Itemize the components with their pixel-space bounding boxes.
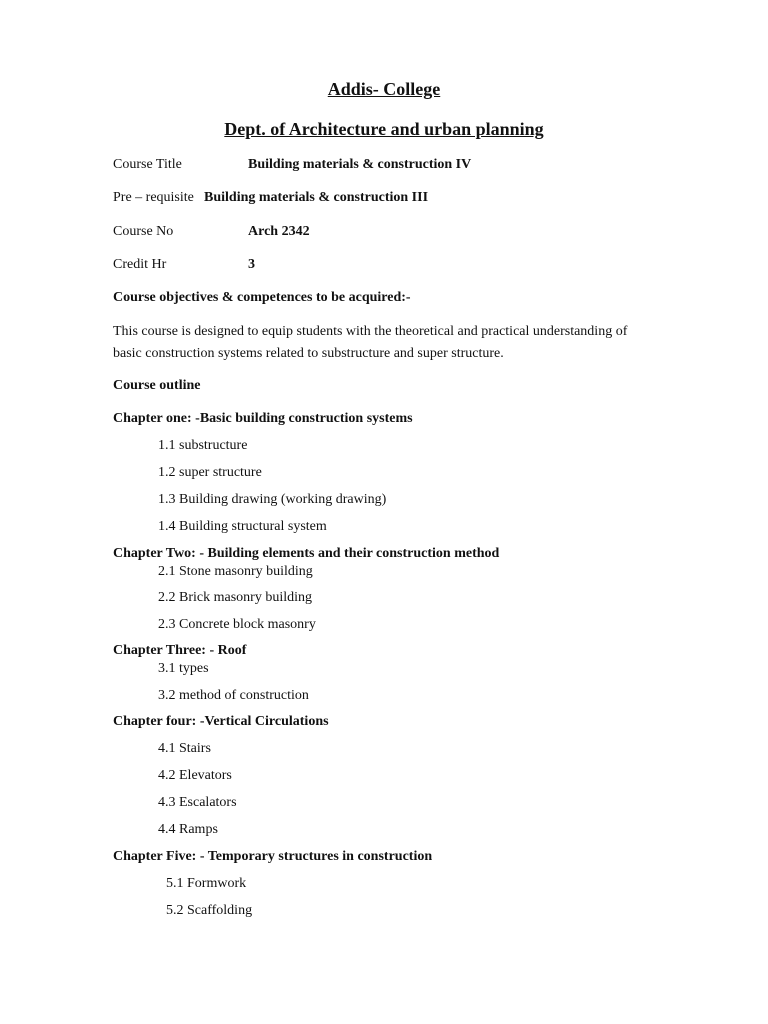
course-title-value: Building materials & construction IV — [248, 157, 472, 172]
prerequisite-value: Building materials & construction III — [204, 190, 429, 205]
department-title: Dept. of Architecture and urban planning — [224, 119, 544, 139]
chapter-item: 1.2 super structure — [158, 465, 262, 480]
chapter-item: 4.2 Elevators — [158, 768, 232, 783]
chapter-item: 2.2 Brick masonry building — [158, 590, 312, 605]
chapter-item: 4.1 Stairs — [158, 741, 211, 756]
college-title: Addis- College — [327, 79, 441, 99]
prerequisite-label: Pre – requisite — [113, 190, 194, 205]
chapter-item: 4.3 Escalators — [158, 795, 237, 810]
chapter-item: 4.4 Ramps — [158, 822, 218, 837]
credit-hr-value: 3 — [248, 257, 255, 272]
course-title-label: Course Title — [113, 157, 182, 172]
chapter-item: 2.3 Concrete block masonry — [158, 617, 316, 632]
chapter-item: 1.3 Building drawing (working drawing) — [158, 492, 387, 507]
objectives-text: This course is designed to equip students with the theoretical and practical understanding of basic construction systems related to substructure and super structure. — [113, 324, 628, 361]
chapter-item: 1.4 Building structural system — [158, 519, 327, 534]
course-no-value: Arch 2342 — [248, 224, 310, 239]
chapter-title: Chapter Two: - Building elements and their construction method — [113, 546, 500, 561]
chapter-title: Chapter one: -Basic building construction systems — [113, 411, 413, 426]
chapter-title: Chapter Three: - Roof — [113, 643, 247, 658]
chapter-item: 3.1 types — [158, 661, 209, 676]
outline-heading: Course outline — [113, 378, 201, 393]
chapter-item: 5.1 Formwork — [166, 876, 247, 891]
objectives-heading: Course objectives & competences to be acquired:- — [113, 290, 411, 305]
chapter-title: Chapter four: -Vertical Circulations — [113, 714, 329, 729]
chapter-item: 1.1 substructure — [158, 438, 248, 453]
credit-hr-label: Credit Hr — [113, 257, 167, 272]
course-no-label: Course No — [113, 224, 174, 239]
chapter-item: 5.2 Scaffolding — [166, 903, 253, 918]
chapter-item: 3.2 method of construction — [158, 688, 309, 703]
chapter-item: 2.1 Stone masonry building — [158, 564, 313, 579]
chapter-title: Chapter Five: - Temporary structures in construction — [113, 849, 433, 864]
